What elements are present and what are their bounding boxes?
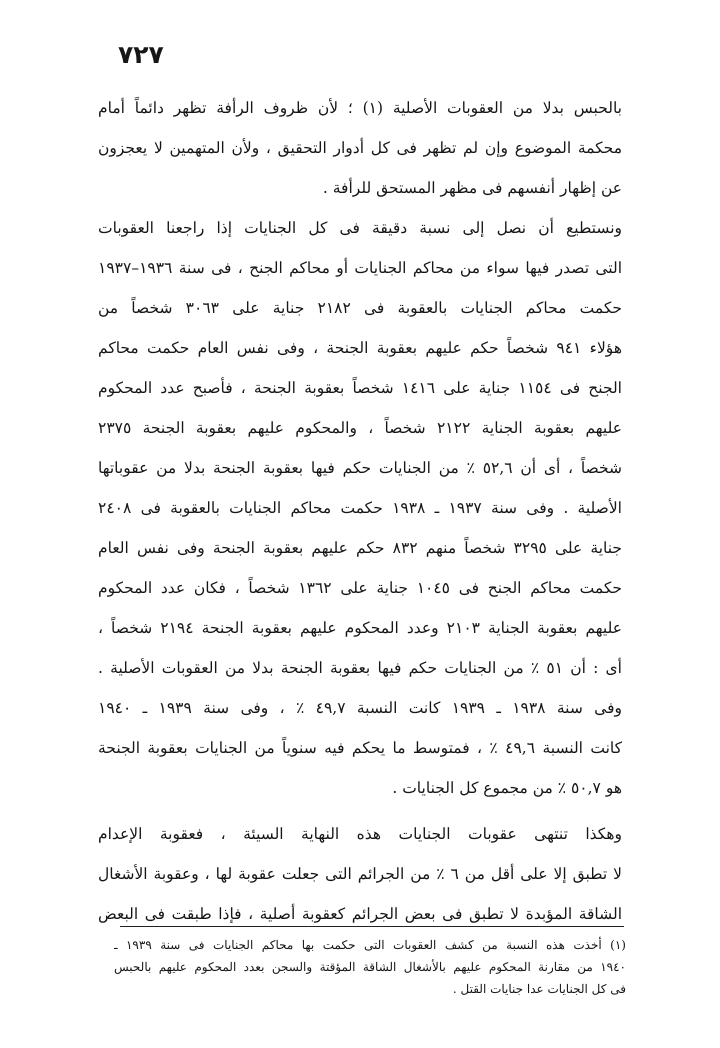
text-line: ونستطيع أن نصل إلى نسبة دقيقة فى كل الجنايات إذا راجعنا العقوبات — [98, 219, 622, 237]
text-line: هؤلاء ٩٤١ شخصاً حكم عليهم بعقوبة الجنحة ، وفى نفس العام حكمت محاكم — [98, 339, 622, 357]
footnotes — [114, 934, 626, 1000]
page-number: ٧٢٧ — [118, 40, 164, 69]
text-line: الجنح فى ١١٥٤ جناية على ١٤١٦ شخصاً بعقوبة الجنحة ، فأصبح عدد المحكوم — [98, 379, 622, 397]
footnote-line: ١٩٤٠ من مقارنة المحكوم عليهم بالأشغال الشاقة المؤقتة والسجن بعدد المحكوم عليهم بالحبس — [114, 960, 626, 974]
footnote-line: فى كل الجنايات عدا جنايات القتل . — [452, 982, 626, 996]
text-line: بالحبس بدلا من العقوبات الأصلية (١) ؛ لأن ظروف الرأفة تظهر دائماً أمام — [98, 99, 622, 117]
text-line: عليهم بعقوبة الجناية ٢١٢٢ شخصاً ، والمحكوم عليهم بعقوبة الجنحة ٢٣٧٥ — [98, 419, 622, 437]
text-line: عن إظهار أنفسهم فى مظهر المستحق للرأفة . — [322, 179, 622, 197]
footnote-divider — [120, 926, 624, 927]
text-line: حكمت محاكم الجنح فى ١٠٤٥ جناية على ١٣٦٢ شخصاً ، فكان عدد المحكوم — [98, 579, 622, 597]
text-line: التى تصدر فيها سواء من محاكم الجنايات أو محاكم الجنح ، فى سنة ١٩٣٦–١٩٣٧ — [98, 259, 622, 277]
footnote-line: (١) أخذت هذه النسبة من كشف العقوبات التى حكمت بها محاكم الجنايات فى سنة ١٩٣٩ ـ — [114, 938, 626, 952]
body-text — [98, 88, 622, 934]
text-line: عليهم بعقوبة الجناية ٢١٠٣ وعدد المحكوم عليهم بعقوبة الجنحة ٢١٩٤ شخصاً ، — [98, 619, 622, 637]
text-line: حكمت محاكم الجنايات بالعقوبة فى ٢١٨٢ جناية على ٣٠٦٣ شخصاً من — [98, 299, 622, 317]
text-line: أى : أن ٥١ ٪ من الجنايات حكم فيها بعقوبة الجنحة بدلا من العقوبات الأصلية . — [98, 659, 622, 677]
text-line: كانت النسبة ٤٩,٦ ٪ ، فمتوسط ما يحكم فيه سنوياً من الجنايات بعقوبة الجنحة — [98, 739, 622, 757]
text-line: هو ٥٠,٧ ٪ من مجموع كل الجنايات . — [392, 779, 622, 797]
text-line: وهكذا تنتهى عقوبات الجنايات هذه النهاية السيئة ، فعقوبة الإعدام — [98, 825, 622, 843]
text-line: الأصلية . وفى سنة ١٩٣٧ ـ ١٩٣٨ حكمت محاكم الجنايات بالعقوبة فى ٢٤٠٨ — [98, 499, 622, 517]
text-line: جناية على ٣٢٩٥ شخصاً منهم ٨٣٢ حكم عليهم بعقوبة الجنحة وفى نفس العام — [98, 539, 622, 557]
text-line: الشاقة المؤبدة لا تطبق فى بعض الجرائم كعقوبة أصلية ، فإذا طبقت فى البعض — [98, 905, 622, 923]
text-line: محكمة الموضوع وإن لم تظهر فى كل أدوار التحقيق ، ولأن المتهمين لا يعجزون — [98, 139, 622, 157]
text-line: شخصاً ، أى أن ٥٢,٦ ٪ من الجنايات حكم فيها بعقوبة الجنحة بدلا من عقوباتها — [98, 459, 622, 477]
text-line: وفى سنة ١٩٣٨ ـ ١٩٣٩ كانت النسبة ٤٩,٧ ٪ ، وفى سنة ١٩٣٩ ـ ١٩٤٠ — [98, 699, 622, 717]
text-line: لا تطبق إلا على أقل من ٦ ٪ من الجرائم التى جعلت عقوبة لها ، وعقوبة الأشغال — [98, 865, 622, 883]
